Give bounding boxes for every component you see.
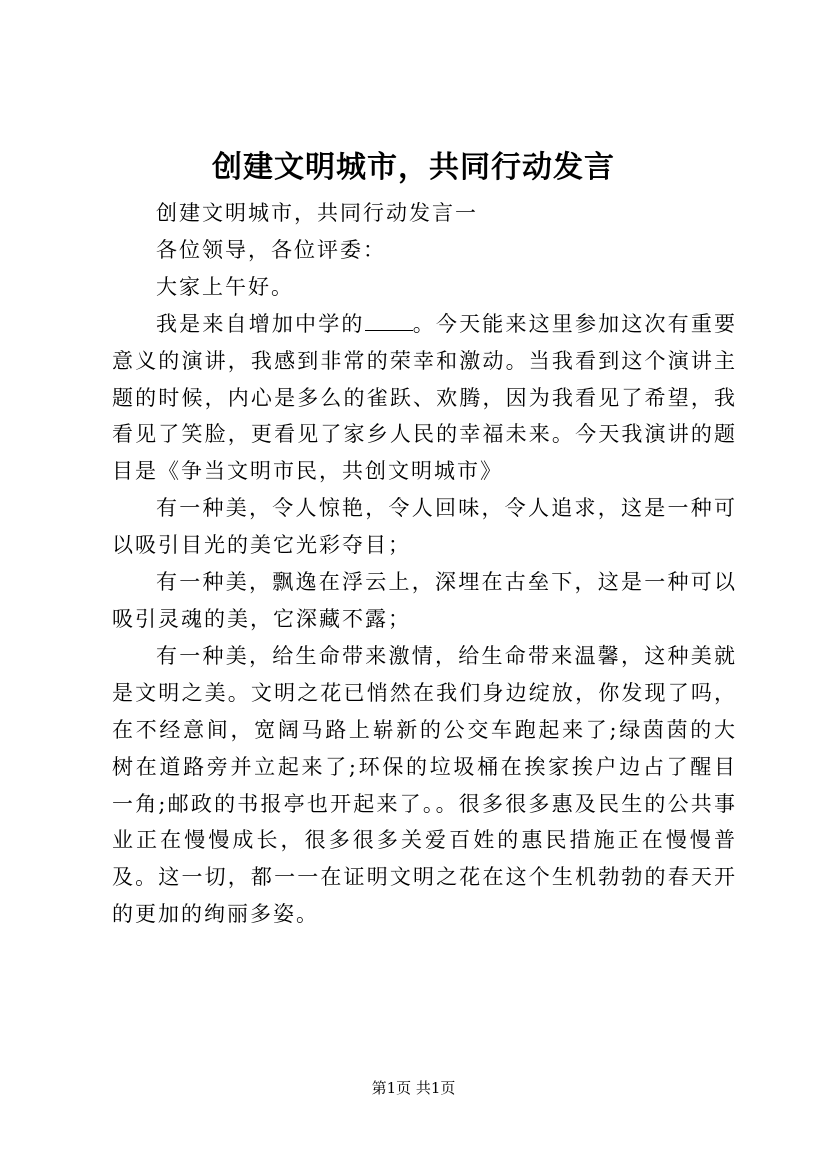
paragraph-beauty-3: 有一种美，给生命带来激情，给生命带来温馨，这种美就是文明之美。文明之花已悄然在我们身边绽放，你发现了吗，在不经意间，宽阔马路上崭新的公交车跑起来了;绿茵茵的大树在道路旁并立起来了;环保的垃圾桶在挨家挨户边占了醒目一角;邮政的书报亭也开起来了。。很多很多惠及民生的公共事业正在慢慢成长，很多很多关爱百姓的惠民措施正在慢慢普及。这一切，都一一在证明文明之花在这个生机勃勃的春天开的更加的绚丽多姿。 — [112, 643, 737, 927]
paragraph-beauty-1: 有一种美，令人惊艳，令人回味，令人追求，这是一种可以吸引目光的美它光彩夺目； — [112, 496, 737, 558]
page-footer: 第1页 共1页 — [371, 1079, 456, 1097]
intro-text-start: 我是来自增加中学的 — [156, 311, 365, 336]
fill-in-blank — [365, 312, 413, 331]
document-body — [112, 195, 737, 933]
paragraph-beauty-2: 有一种美，飘逸在浮云上，深埋在古垒下，这是一种可以吸引灵魂的美，它深藏不露； — [112, 570, 737, 631]
document-title: 创建文明城市，共同行动发言 — [212, 150, 615, 185]
paragraph-introduction — [112, 306, 737, 491]
paragraph-greeting: 大家上午好。 — [156, 274, 294, 299]
paragraph-salutation: 各位领导，各位评委： — [156, 237, 386, 262]
paragraph-heading: 创建文明城市，共同行动发言一 — [156, 201, 478, 225]
intro-text-rest: 。今天能来这里参加这次有重要意义的演讲，我感到非常的荣幸和激动。当我看到这个演讲主题的时候，内心是多么的雀跃、欢腾，因为我看见了希望，我看见了笑脸，更看见了家乡人民的幸福未来。今天我演讲的题目是《争当文明市民，共创文明城市》 — [112, 311, 738, 484]
